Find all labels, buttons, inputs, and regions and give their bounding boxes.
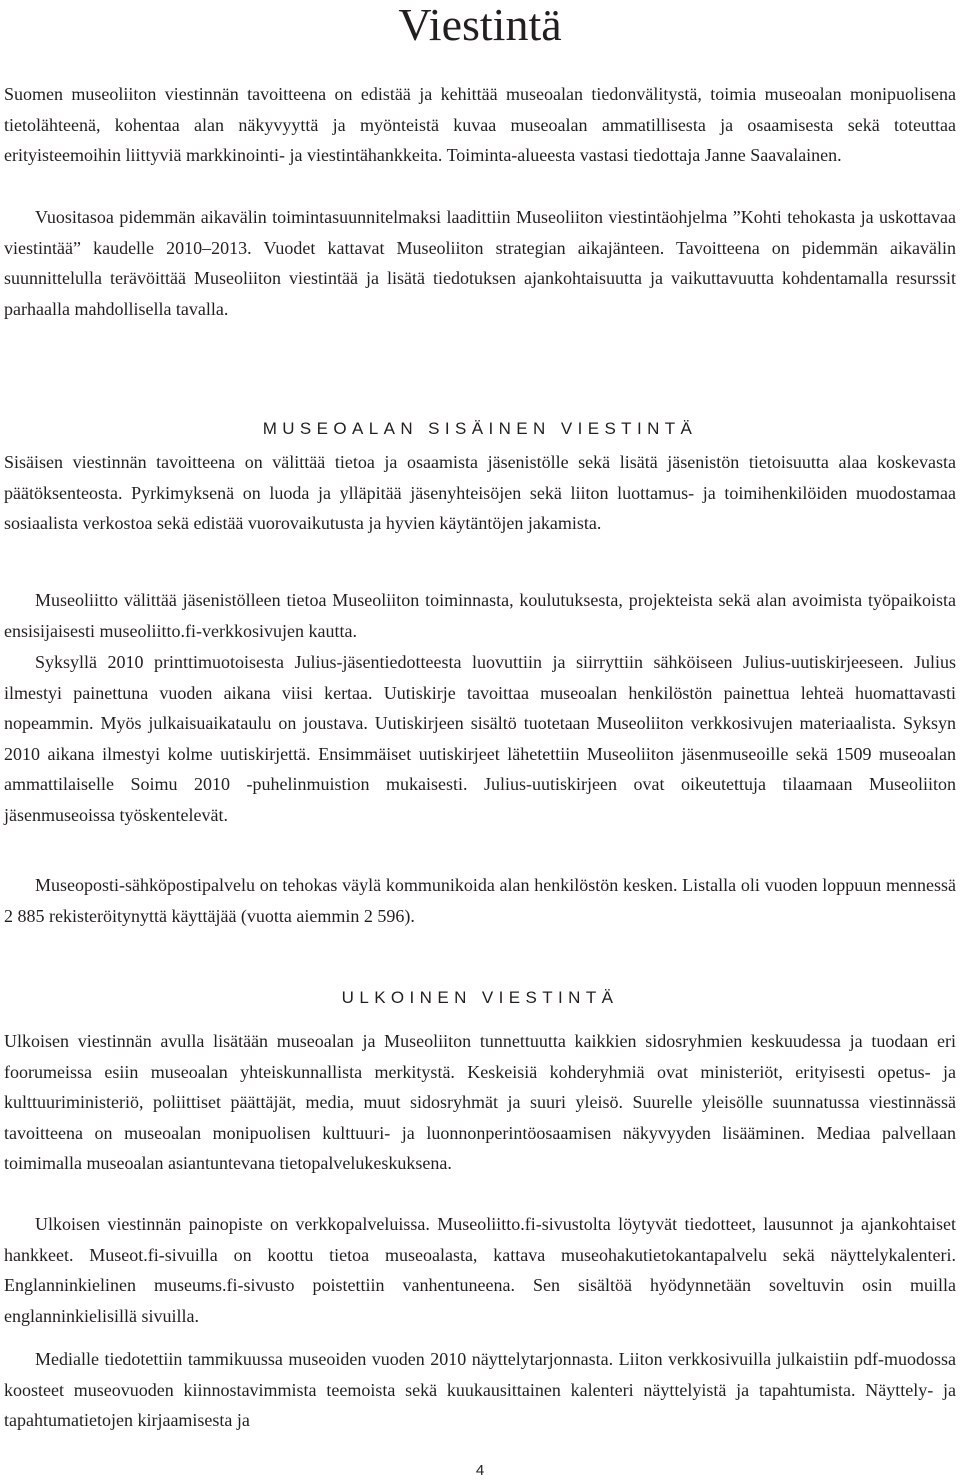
internal-paragraph-2: Museoliitto välittää jäsenistölleen tietoa Museoliiton toiminnasta, koulutuksesta, projekteista sekä alan avoimista työpaikoista ensisijaisesti museoliitto.fi-verkkosivujen kautta. [4, 590, 956, 641]
internal-paragraph-4: Museoposti-sähköpostipalvelu on tehokas väylä kommunikoida alan henkilöstön kesken. Listalla oli vuoden loppuun mennessä 2 885 rekisteröitynyttä käyttäjää (vuotta aiemmin 2 596). [4, 875, 956, 926]
external-paragraph-1: Ulkoisen viestinnän avulla lisätään museoalan ja Museoliiton tunnettuutta kaikkien sidosryhmien keskuudessa ja tuodaan eri foorumeissa esiin museoalan yhteiskunnallista merkitystä. Keskeisiä kohderyhmiä ovat ministeriöt, erityisesti opetus- ja kulttuuriministeriö, poliittiset päättäjät, media, muut sidosryhmät ja suuri yleisö. Suurelle yleisölle suunnatussa viestinnässä tavoitteena on museoalan monipuolisen kulttuuri- ja luonnonperintöosaamisen näkyvyyden lisääminen. Mediaa palvellaan toimimalla museoalan asiantuntevana tietopalvelukeskuksena. [4, 1031, 956, 1174]
external-paragraph-2: Ulkoisen viestinnän painopiste on verkkopalveluissa. Museoliitto.fi-sivustolta löytyvät tiedotteet, lausunnot ja ajankohtaiset hankkeet. Museot.fi-sivuilla on koottu tietoa museoalasta, kattava museohakutietokantapalvelu sekä näyttelykalenteri. Englanninkielinen museums.fi-sivusto poistettiin vanhentuneena. Sen sisältöä hyödynnetään soveltuvin osin muilla englanninkielisillä sivuilla. [4, 1214, 956, 1326]
section-heading-internal: MUSEOALAN SISÄINEN VIESTINTÄ [262, 419, 698, 438]
external-paragraph-3: Medialle tiedotettiin tammikuussa museoiden vuoden 2010 näyttelytarjonnasta. Liiton verkkosivuilla julkaistiin pdf-muodossa koosteet museovuoden kiinnostavimmista teemoista sekä kuukausittainen kalenteri näyttelyistä ja tapahtumista. Näyttely- ja tapahtumatietojen kirjaamisesta ja [4, 1349, 956, 1431]
page-title: Viestintä [398, 0, 562, 50]
internal-paragraph-1: Sisäisen viestinnän tavoitteena on välittää tietoa ja osaamista jäsenistölle sekä lisätä jäsenistön tietoisuutta alaa koskevasta päätöksenteosta. Pyrkimyksenä on luoda ja ylläpitää jäsenyhteisöjen sekä liiton luottamus- ja toimihenkilöiden muodostamaa sosiaalista verkostoa sekä edistää vuorovaikutusta ja hyvien käytäntöjen jakamista. [4, 452, 956, 534]
internal-paragraph-3: Syksyllä 2010 printtimuotoisesta Julius-jäsentiedotteesta luovuttiin ja siirryttiin sähköiseen Julius-uutiskirjeeseen. Julius ilmestyi painettuna vuoden aikana viisi kertaa. Uutiskirje tavoittaa museoalan henkilöstön painettua lehteä huomattavasti nopeammin. Myös julkaisuaikataulu on joustava. Uutiskirjeen sisältö tuotetaan Museoliiton verkkosivujen materiaalista. Syksyn 2010 aikana ilmestyi kolme uutiskirjettä. Ensimmäiset uutiskirjeet lähetettiin Museoliiton jäsenmuseoille sekä 1509 museoalan ammattilaiselle Soimu 2010 -puhelinmuistion mukaisesti. Julius-uutiskirjeen ovat oikeutettuja tilaamaan Museoliiton jäsenmuseoissa työskentelevät. [4, 652, 956, 825]
section-heading-external: ULKOINEN VIESTINTÄ [341, 988, 619, 1007]
intro-paragraph-1: Suomen museoliiton viestinnän tavoitteena on edistää ja kehittää museoalan tiedonvälitystä, toimia museoalan monipuolisena tietolähteenä, kohentaa alan näkyvyyttä ja myönteistä kuvaa museoalan ammatillisesta ja osaamisesta sekä toteuttaa erityisteemoihin liittyviä markkinointi- ja viestintähankkeita. Toiminta-alueesta vastasi tiedottaja Janne Saavalainen. [4, 84, 956, 166]
intro-paragraph-2: Vuositasoa pidemmän aikavälin toimintasuunnitelmaksi laadittiin Museoliiton viestintäohjelma ”Kohti tehokasta ja uskottavaa viestintää” kaudelle 2010–2013. Vuodet kattavat Museoliiton strategian aikajänteen. Tavoitteena on pidemmän aikavälin suunnittelulla terävöittää Museoliiton viestintää ja lisätä tiedotuksen ajankohtaisuutta ja vaikuttavuutta kohdentamalla resurssit parhaalla mahdollisella tavalla. [4, 207, 956, 319]
page-number: 4 [475, 1462, 485, 1479]
